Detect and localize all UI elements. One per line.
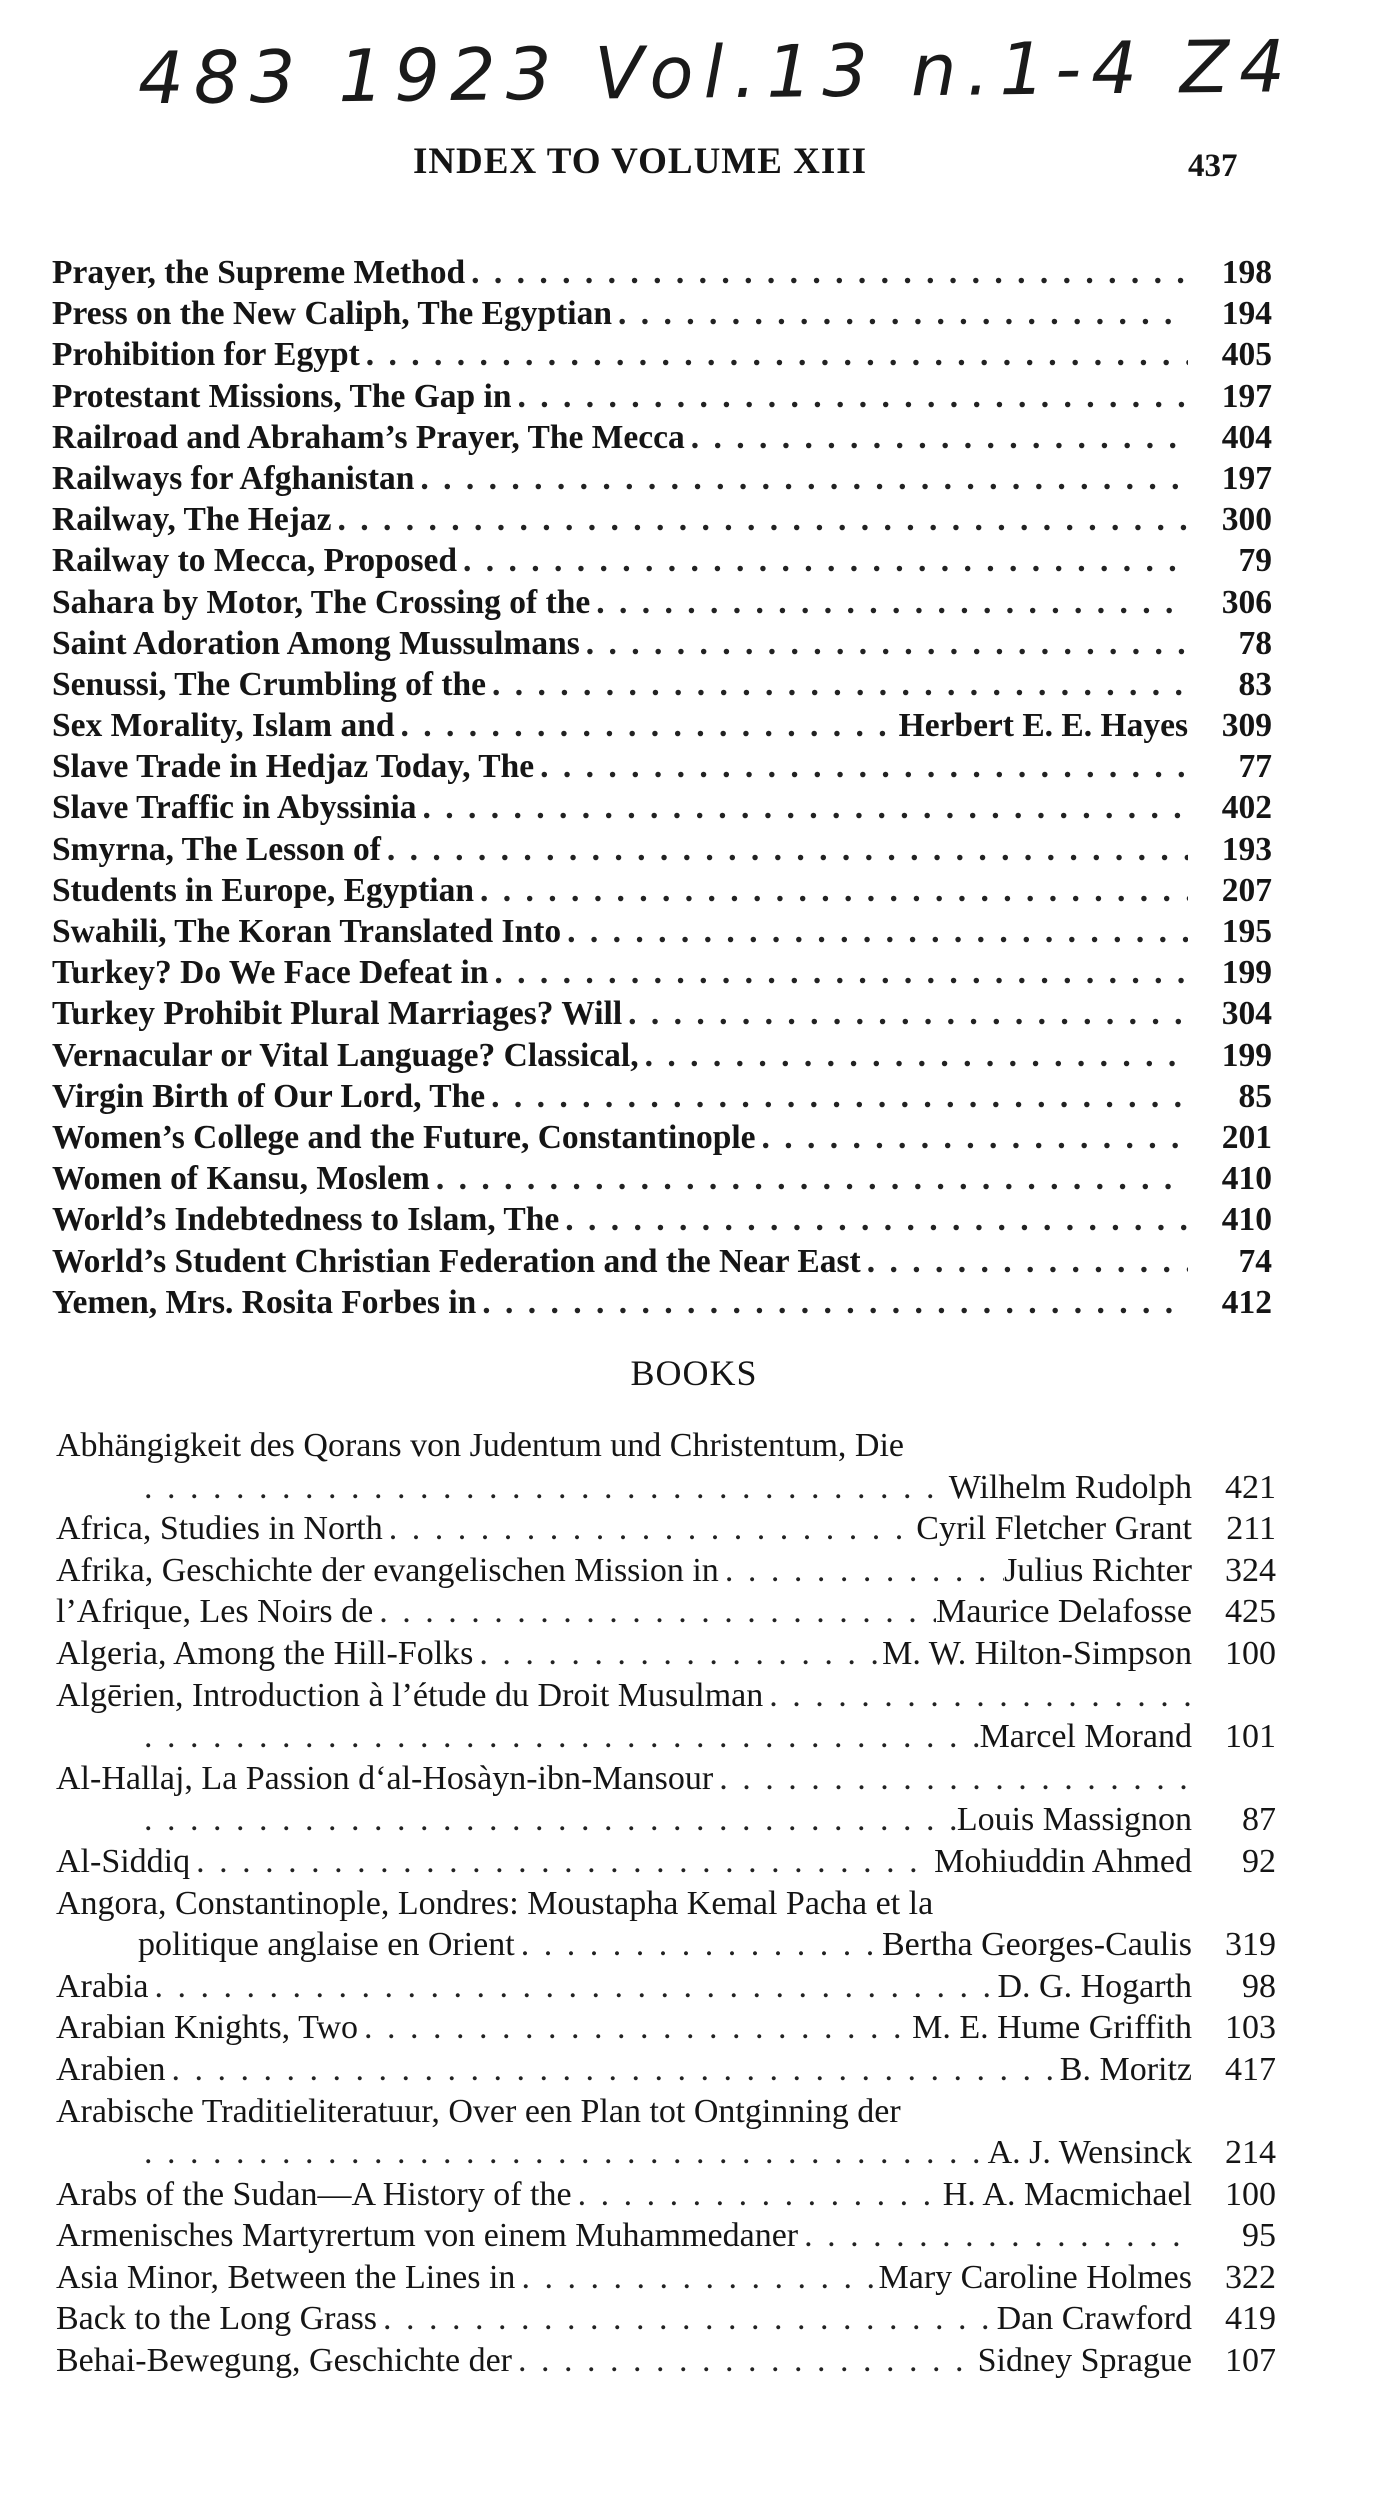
dot-leader <box>138 1799 957 1841</box>
book-author: Dan Crawford <box>996 2300 1192 2338</box>
index-entry <box>52 499 1272 540</box>
dot-leader <box>377 2298 997 2340</box>
dot-leader <box>559 1199 1188 1240</box>
index-entry-line <box>52 1241 1272 1282</box>
dot-leader <box>465 252 1188 293</box>
index-entry <box>52 870 1272 911</box>
book-title: l’Afrique, Les Noirs de <box>56 1593 374 1631</box>
entry-title: Railways for Afghanistan <box>52 459 415 497</box>
book-author: M. E. Hume Griffith <box>912 2009 1192 2047</box>
book-page: 92 <box>1242 1842 1276 1880</box>
entry-title: Senussi, The Crumbling of the <box>52 665 487 703</box>
index-entry <box>52 1282 1272 1323</box>
book-title: Asia Minor, Between the Lines in <box>56 2258 516 2296</box>
dot-leader <box>138 2132 988 2174</box>
index-entry <box>52 540 1272 581</box>
entry-page: 201 <box>1221 1118 1272 1156</box>
article-index-list <box>52 252 1272 1323</box>
dot-leader <box>512 2340 978 2382</box>
dot-leader <box>476 1282 1188 1323</box>
book-entry <box>56 2257 1276 2299</box>
index-entry-line <box>52 1199 1272 1240</box>
book-entry-line <box>56 1799 1276 1841</box>
book-page: 421 <box>1225 1468 1276 1506</box>
index-entry <box>52 787 1272 828</box>
index-entry-line <box>52 1076 1272 1117</box>
entry-page: 300 <box>1221 501 1272 539</box>
book-page: 107 <box>1225 2342 1276 2380</box>
entry-page: 77 <box>1238 748 1272 786</box>
book-entry <box>56 2174 1276 2216</box>
book-page: 324 <box>1225 1551 1276 1589</box>
book-author: Mary Caroline Holmes <box>878 2258 1192 2296</box>
dot-leader <box>639 1035 1188 1076</box>
book-title: Al-Hallaj, La Passion d‘al-Hosàyn-ibn-Mansour <box>56 1759 714 1797</box>
dot-leader <box>485 1076 1188 1117</box>
book-entry <box>56 1675 1276 1758</box>
entry-title: Prayer, the Supreme Method <box>52 254 466 291</box>
book-entry-line <box>56 1716 1276 1758</box>
entry-title: Slave Trade in Hedjaz Today, The <box>52 748 535 786</box>
entry-page: 85 <box>1238 1077 1272 1115</box>
book-entry <box>56 2215 1276 2257</box>
dot-leader <box>473 1633 882 1675</box>
book-page: 425 <box>1225 1593 1276 1631</box>
book-entry-line <box>56 1508 1276 1550</box>
index-entry <box>52 952 1272 993</box>
page-title: INDEX TO VOLUME XIII <box>412 141 868 182</box>
entry-title: Railway to Mecca, Proposed <box>52 542 458 580</box>
index-entry-line <box>52 334 1272 375</box>
book-page: 214 <box>1225 2134 1276 2172</box>
book-page: 417 <box>1225 2050 1276 2088</box>
dot-leader <box>138 1467 949 1509</box>
entry-title: World’s Indebtedness to Islam, The <box>52 1201 560 1239</box>
entry-page: 410 <box>1221 1201 1272 1239</box>
dot-leader <box>572 2174 943 2216</box>
book-entry-line <box>56 1633 1276 1675</box>
dot-leader <box>457 540 1188 581</box>
entry-page: 78 <box>1238 624 1272 662</box>
dot-leader <box>486 664 1188 705</box>
entry-title: Women’s College and the Future, Constantinople <box>52 1118 756 1156</box>
index-entry-line <box>52 540 1272 581</box>
book-title-continued: politique anglaise en Orient <box>138 1926 515 1964</box>
entry-title: Vernacular or Vital Language? Classical, <box>52 1036 639 1074</box>
index-entry-line <box>52 664 1272 705</box>
index-entry <box>52 417 1272 458</box>
index-entry <box>52 746 1272 787</box>
book-author: Julius Richter <box>1004 1551 1192 1589</box>
entry-title: Smyrna, The Lesson of <box>52 830 381 868</box>
entry-title: Sex Morality, Islam and <box>52 707 395 745</box>
index-entry-line <box>52 746 1272 787</box>
book-entry <box>56 2007 1276 2049</box>
book-title: Algeria, Among the Hill-Folks <box>56 1634 474 1672</box>
index-entry <box>52 1117 1272 1158</box>
index-entry-line <box>52 787 1272 828</box>
page-header <box>0 140 1388 200</box>
book-entry <box>56 1591 1276 1633</box>
index-entry-line <box>52 1282 1272 1323</box>
dot-leader <box>358 2007 912 2049</box>
dot-leader <box>861 1241 1188 1282</box>
entry-author: Herbert E. E. Hayes <box>898 707 1188 745</box>
book-entry-line <box>56 1966 1276 2008</box>
entry-page: 199 <box>1221 954 1272 992</box>
book-entry <box>56 1508 1276 1550</box>
entry-title: Railway, The Hejaz <box>52 501 332 539</box>
book-entry-line <box>56 2174 1276 2216</box>
book-entry-line <box>56 2298 1276 2340</box>
book-title: Afrika, Geschichte der evangelischen Mission in <box>56 1551 719 1589</box>
index-entry <box>52 293 1272 334</box>
entry-page: 304 <box>1221 995 1272 1033</box>
dot-leader <box>515 2257 878 2299</box>
entry-title: Students in Europe, Egyptian <box>52 871 474 909</box>
dot-leader <box>534 746 1188 787</box>
entry-page: 194 <box>1221 295 1272 333</box>
dot-leader <box>488 952 1188 993</box>
entry-page: 412 <box>1221 1283 1272 1321</box>
book-entry-line <box>56 1924 1276 1966</box>
entry-title: Protestant Missions, The Gap in <box>52 377 512 415</box>
dot-leader <box>561 911 1188 952</box>
entry-page: 197 <box>1221 459 1272 497</box>
book-entry-line <box>56 1675 1276 1717</box>
entry-page: 309 <box>1221 707 1272 745</box>
book-entry <box>56 1841 1276 1883</box>
index-entry-line <box>52 911 1272 952</box>
book-entry-line <box>56 2340 1276 2382</box>
index-entry <box>52 376 1272 417</box>
book-author: Bertha Georges-Caulis <box>881 1926 1192 1964</box>
book-title: Africa, Studies in North <box>56 1510 383 1548</box>
page-number: 437 <box>1188 148 1238 184</box>
book-entry <box>56 1883 1276 1966</box>
book-author: Sidney Sprague <box>977 2342 1192 2380</box>
index-entry <box>52 1241 1272 1282</box>
dot-leader <box>394 705 898 746</box>
book-author: Louis Massignon <box>956 1801 1192 1839</box>
index-entry-line <box>52 705 1272 746</box>
entry-page: 306 <box>1221 583 1272 621</box>
dot-leader <box>685 417 1188 458</box>
book-title: Back to the Long Grass <box>56 2300 378 2338</box>
book-page: 95 <box>1242 2217 1276 2255</box>
dot-leader <box>474 870 1188 911</box>
index-entry <box>52 664 1272 705</box>
index-entry <box>52 334 1272 375</box>
book-title: Angora, Constantinople, Londres: Moustapha Kemal Pacha et la <box>56 1884 934 1922</box>
index-entry <box>52 993 1272 1034</box>
book-page: 100 <box>1225 2175 1276 2213</box>
dot-leader <box>430 1158 1188 1199</box>
entry-title: Railroad and Abraham’s Prayer, The Mecca <box>52 418 685 456</box>
entry-title: Virgin Birth of Our Lord, The <box>52 1077 486 1115</box>
book-title: Arabian Knights, Two <box>56 2009 359 2047</box>
book-entry-line <box>56 2132 1276 2174</box>
entry-title: Saint Adoration Among Mussulmans <box>52 624 580 662</box>
dot-leader <box>166 2049 1060 2091</box>
book-author: Marcel Morand <box>979 1718 1192 1756</box>
entry-page: 410 <box>1221 1160 1272 1198</box>
book-entry-line <box>56 1841 1276 1883</box>
entry-title: Yemen, Mrs. Rosita Forbes in <box>52 1283 477 1321</box>
book-entry-line <box>56 2049 1276 2091</box>
index-entry <box>52 1035 1272 1076</box>
book-title: Al-Siddiq <box>56 1842 191 1880</box>
book-entry-line <box>56 1467 1276 1509</box>
dot-leader <box>331 499 1188 540</box>
index-entry-line <box>52 829 1272 870</box>
index-entry <box>52 458 1272 499</box>
book-page: 322 <box>1225 2258 1276 2296</box>
entry-page: 199 <box>1221 1036 1272 1074</box>
book-page: 419 <box>1225 2300 1276 2338</box>
books-index-list <box>56 1425 1276 2382</box>
entry-title: Turkey Prohibit Plural Marriages? Will <box>52 995 623 1033</box>
index-entry <box>52 252 1272 293</box>
book-author: B. Moritz <box>1059 2050 1192 2088</box>
book-entry <box>56 2091 1276 2174</box>
index-entry-line <box>52 252 1272 293</box>
dot-leader <box>383 1508 917 1550</box>
dot-leader <box>414 458 1188 499</box>
entry-title: Press on the New Caliph, The Egyptian <box>52 295 612 333</box>
index-entry-line <box>52 376 1272 417</box>
book-title: Arabien <box>56 2050 166 2088</box>
book-author: Cyril Fletcher Grant <box>916 1510 1192 1548</box>
entry-page: 198 <box>1221 254 1272 291</box>
entry-title: Prohibition for Egypt <box>52 336 360 374</box>
dot-leader <box>622 993 1188 1034</box>
book-entry-line <box>56 1591 1276 1633</box>
dot-leader <box>612 293 1188 334</box>
index-entry-line <box>52 499 1272 540</box>
index-entry <box>52 705 1272 746</box>
index-entry <box>52 1158 1272 1199</box>
book-page: 101 <box>1225 1718 1276 1756</box>
book-entry <box>56 2340 1276 2382</box>
entry-page: 405 <box>1221 336 1272 374</box>
entry-page: 402 <box>1221 789 1272 827</box>
book-author: Mohiuddin Ahmed <box>934 1842 1192 1880</box>
dot-leader <box>417 787 1188 828</box>
dot-leader <box>580 623 1188 664</box>
dot-leader <box>381 829 1188 870</box>
index-entry-line <box>52 993 1272 1034</box>
book-author: Maurice Delafosse <box>936 1593 1192 1631</box>
index-entry-line <box>52 623 1272 664</box>
index-entry-line <box>52 952 1272 993</box>
book-entry <box>56 2298 1276 2340</box>
book-entry-line <box>56 1425 1276 1467</box>
dot-leader <box>798 2215 1192 2257</box>
book-entry <box>56 1758 1276 1841</box>
entry-page: 193 <box>1221 830 1272 868</box>
dot-leader <box>590 582 1188 623</box>
book-entry <box>56 1966 1276 2008</box>
book-title: Behai-Bewegung, Geschichte der <box>56 2342 512 2380</box>
book-title: Arabs of the Sudan—A History of the <box>56 2175 572 2213</box>
entry-page: 83 <box>1238 665 1272 703</box>
index-entry-line <box>52 458 1272 499</box>
book-author: M. W. Hilton-Simpson <box>882 1634 1192 1672</box>
dot-leader <box>515 1924 882 1966</box>
book-title: Arabische Traditieliteratuur, Over een Plan tot Ontginning der <box>56 2092 901 2130</box>
book-author: Wilhelm Rudolph <box>948 1468 1192 1506</box>
index-entry <box>52 911 1272 952</box>
book-entry <box>56 1425 1276 1508</box>
index-entry-line <box>52 1158 1272 1199</box>
book-entry-line <box>56 1883 1276 1925</box>
book-author: D. G. Hogarth <box>997 1967 1192 2005</box>
book-entry-line <box>56 1758 1276 1800</box>
book-page: 100 <box>1225 1634 1276 1672</box>
book-entry-line <box>56 2257 1276 2299</box>
dot-leader <box>511 376 1188 417</box>
index-entry-line <box>52 293 1272 334</box>
index-entry-line <box>52 870 1272 911</box>
index-entry <box>52 1076 1272 1117</box>
book-author: H. A. Macmichael <box>942 2175 1192 2213</box>
book-author: A. J. Wensinck <box>987 2134 1192 2172</box>
index-entry <box>52 582 1272 623</box>
index-entry <box>52 623 1272 664</box>
book-page: 103 <box>1225 2009 1276 2047</box>
book-page: 87 <box>1242 1801 1276 1839</box>
entry-title: Swahili, The Koran Translated Into <box>52 913 562 950</box>
book-title: Armenisches Martyrertum von einem Muhammedaner <box>56 2217 799 2255</box>
entry-page: 79 <box>1238 542 1272 580</box>
index-entry-line <box>52 417 1272 458</box>
entry-title: Sahara by Motor, The Crossing of the <box>52 583 591 621</box>
index-entry-line <box>52 1035 1272 1076</box>
books-section-heading: BOOKS <box>630 1353 758 1393</box>
dot-leader <box>190 1841 934 1883</box>
entry-page: 207 <box>1221 871 1272 909</box>
dot-leader <box>138 1716 980 1758</box>
dot-leader <box>360 334 1188 375</box>
book-page: 98 <box>1242 1967 1276 2005</box>
entry-page: 197 <box>1221 377 1272 415</box>
dot-leader <box>756 1117 1188 1158</box>
entry-page: 74 <box>1238 1242 1272 1280</box>
book-page: 319 <box>1225 1926 1276 1964</box>
book-entry <box>56 2049 1276 2091</box>
book-entry <box>56 1633 1276 1675</box>
book-entry-line <box>56 1550 1276 1592</box>
book-title: Abhängigkeit des Qorans von Judentum und Christentum, Die <box>56 1427 905 1464</box>
entry-title: Women of Kansu, Moslem <box>52 1160 430 1198</box>
handwritten-call-number: 483 1923 Vol.13 n.1-4 Z4 <box>137 24 1296 121</box>
index-entry <box>52 1199 1272 1240</box>
dot-leader <box>713 1758 1192 1800</box>
book-title: Algērien, Introduction à l’étude du Droit Musulman <box>56 1676 764 1714</box>
book-title: Arabia <box>56 1967 149 2005</box>
dot-leader <box>763 1675 1192 1717</box>
entry-title: Slave Traffic in Abyssinia <box>52 789 417 827</box>
dot-leader <box>149 1966 998 2008</box>
dot-leader <box>373 1591 936 1633</box>
index-entry-line <box>52 582 1272 623</box>
entry-page: 404 <box>1221 418 1272 456</box>
book-entry-line <box>56 2091 1276 2133</box>
book-entry-line <box>56 2215 1276 2257</box>
entry-page: 195 <box>1221 913 1272 950</box>
entry-title: World’s Student Christian Federation and the Near East <box>52 1242 861 1280</box>
index-entry <box>52 829 1272 870</box>
entry-title: Turkey? Do We Face Defeat in <box>52 954 489 992</box>
book-page: 211 <box>1226 1510 1276 1548</box>
index-entry-line <box>52 1117 1272 1158</box>
book-entry <box>56 1550 1276 1592</box>
dot-leader <box>719 1550 1004 1592</box>
book-entry-line <box>56 2007 1276 2049</box>
